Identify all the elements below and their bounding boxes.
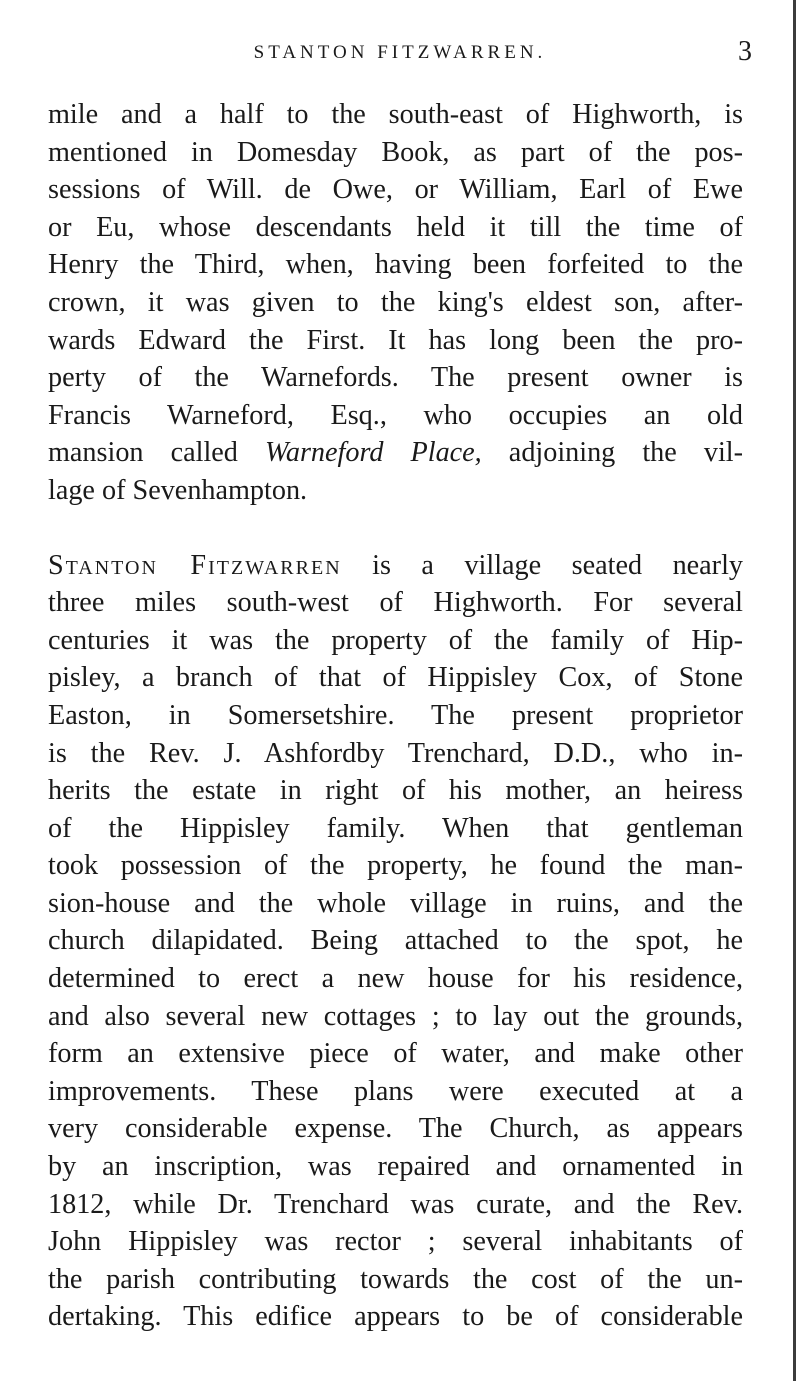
text-line: lage of Sevenhampton. [48, 474, 308, 506]
text-line: took possession of the property, he found the man- [48, 850, 743, 882]
text-line: the parish contributing towards the cost of the un- [48, 1263, 743, 1295]
text-line: John Hippisley was rector ; several inhabitants of [48, 1226, 743, 1258]
text-line: Francis Warneford, Esq., who occupies an old [48, 399, 743, 431]
text-line: mile and a half to the south-east of Highworth, is [48, 99, 743, 130]
text-line [48, 547, 743, 585]
text-line: wards Edward the First. It has long been the pro- [48, 324, 743, 356]
text-line: form an extensive piece of water, and make other [48, 1038, 743, 1070]
small-caps-lead: Stanton Fitzwarren [48, 549, 342, 581]
text-line: by an inscription, was repaired and ornamented in [48, 1151, 743, 1183]
text-line: improvements. These plans were executed at a [48, 1075, 743, 1107]
text-line: herits the estate in right of his mother, an heiress [48, 775, 743, 807]
page-edge-border [793, 0, 796, 1381]
page-number: 3 [738, 36, 752, 67]
text-line: perty of the Warnefords. The present owner is [48, 362, 743, 394]
text-line [48, 434, 743, 472]
text-fragment: mansion called [48, 437, 265, 469]
text-line: sessions of Will. de Owe, or William, Earl of Ewe [48, 174, 743, 206]
body-text [48, 96, 743, 1336]
text-line: mentioned in Domesday Book, as part of the pos- [48, 136, 743, 168]
text-line: of the Hippisley family. When that gentleman [48, 812, 743, 844]
text-line: Easton, in Somersetshire. The present proprietor [48, 699, 743, 731]
text-fragment: is a village seated nearly [341, 549, 743, 581]
italic-place-name: Warneford Place, [264, 437, 482, 469]
running-head [0, 36, 800, 76]
text-line: centuries it was the property of the family of Hip- [48, 624, 743, 656]
text-line: or Eu, whose descendants held it till the time of [48, 211, 743, 243]
paragraph-stanton-fitzwarren [48, 547, 743, 1336]
text-line: very considerable expense. The Church, as appears [48, 1113, 743, 1145]
running-title: STANTON FITZWARREN. [253, 42, 547, 63]
text-line: and also several new cottages ; to lay out the grounds, [48, 1000, 743, 1032]
text-line: 1812, while Dr. Trenchard was curate, and the Rev. [48, 1188, 743, 1220]
text-line: Henry the Third, when, having been forfeited to the [48, 249, 743, 281]
text-line: is the Rev. J. Ashfordby Trenchard, D.D., who in- [48, 737, 743, 769]
paragraph-sevenhampton [48, 96, 743, 510]
text-fragment: adjoining the vil- [481, 437, 743, 469]
text-line: sion-house and the whole village in ruins, and the [48, 887, 743, 919]
text-line: crown, it was given to the king's eldest son, after- [48, 286, 743, 318]
text-line: pisley, a branch of that of Hippisley Cox, of Stone [48, 662, 743, 694]
text-line: dertaking. This edifice appears to be of considerable [48, 1301, 743, 1333]
text-line: three miles south-west of Highworth. For several [48, 587, 743, 619]
text-line: determined to erect a new house for his residence, [48, 963, 743, 995]
text-line: church dilapidated. Being attached to the spot, he [48, 925, 743, 957]
